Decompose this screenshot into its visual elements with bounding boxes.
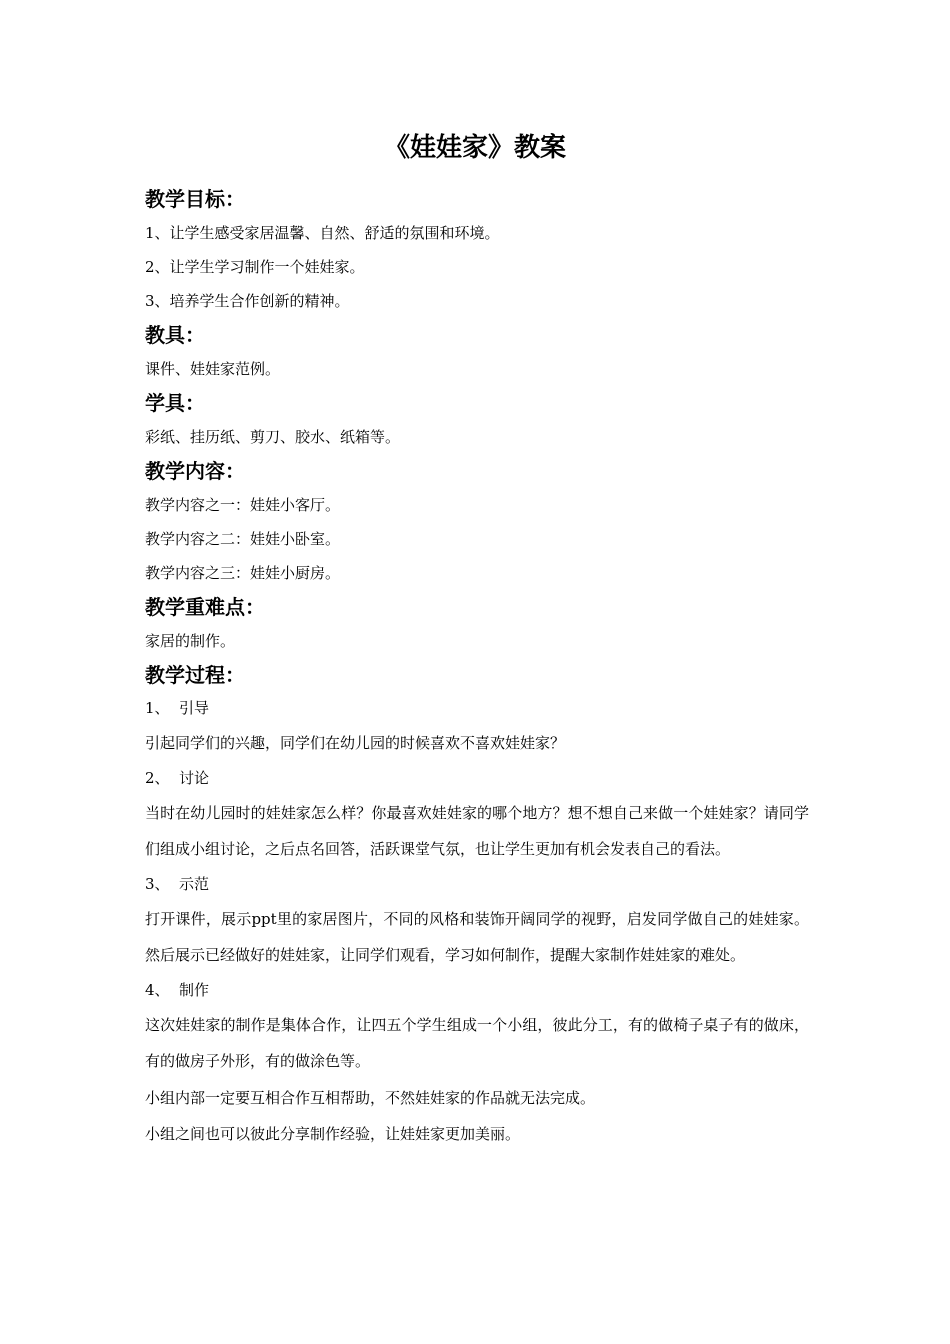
step-label: 制作	[179, 980, 210, 999]
process-step	[145, 762, 809, 868]
step-paragraph: 当时在幼儿园时的娃娃家怎么样？你最喜欢娃娃家的哪个地方？想不想自己来做一个娃娃家？请同学们组成小组讨论，之后点名回答，活跃课堂气氛，也让学生更加有机会发表自己的看法。	[145, 803, 809, 858]
section-student-tools	[145, 386, 809, 454]
key-points-text: 家居的制作。	[145, 632, 236, 650]
section-key-points	[145, 590, 809, 658]
process-step-heading	[145, 762, 809, 795]
process-step	[145, 692, 809, 762]
section-content	[145, 454, 809, 590]
content-item: 教学内容之一：娃娃小客厅。	[145, 496, 341, 514]
step-paragraph: 引起同学们的兴趣，同学们在幼儿园的时候喜欢不喜欢娃娃家？	[145, 734, 566, 752]
content-item: 教学内容之二：娃娃小卧室。	[145, 530, 341, 548]
section-heading-content: 教学内容：	[145, 459, 245, 483]
document-body	[145, 182, 809, 1153]
process-step	[145, 974, 809, 1153]
document-title: 《娃娃家》教案	[383, 133, 566, 163]
section-heading-process: 教学过程：	[145, 663, 245, 687]
goal-item: 2、让学生学习制作一个娃娃家。	[145, 258, 365, 276]
process-step-heading	[145, 974, 809, 1007]
step-paragraph: 小组内部一定要互相合作互相帮助，不然娃娃家的作品就无法完成。	[145, 1088, 596, 1107]
goal-item: 3、培养学生合作创新的精神。	[145, 292, 350, 310]
teaching-aids-text: 课件、娃娃家范例。	[145, 360, 281, 378]
section-heading-key-points: 教学重难点：	[145, 595, 265, 619]
step-number: 1、	[145, 699, 170, 717]
process-step-heading	[145, 868, 809, 901]
section-goals	[145, 182, 809, 318]
section-heading-student-tools: 学具：	[145, 391, 205, 415]
section-heading-goals: 教学目标：	[145, 187, 245, 211]
step-number: 4、	[145, 980, 170, 999]
content-item: 教学内容之三：娃娃小厨房。	[145, 564, 341, 582]
step-paragraph: 这次娃娃家的制作是集体合作，让四五个学生组成一个小组，彼此分工，有的做椅子桌子有的做床，有的做房子外形，有的做涂色等。	[145, 1015, 809, 1070]
step-label: 讨论	[179, 768, 210, 787]
section-process	[145, 658, 809, 1153]
section-teaching-aids	[145, 318, 809, 386]
goal-item: 1、让学生感受家居温馨、自然、舒适的氛围和环境。	[145, 224, 500, 242]
step-number: 3、	[145, 874, 170, 893]
process-step	[145, 868, 809, 974]
section-heading-teaching-aids: 教具：	[145, 323, 205, 347]
step-label: 示范	[179, 874, 210, 893]
step-number: 2、	[145, 768, 170, 787]
step-label: 引导	[179, 699, 210, 717]
student-tools-text: 彩纸、挂历纸、剪刀、胶水、纸箱等。	[145, 428, 401, 446]
step-paragraph: 打开课件，展示ppt里的家居图片，不同的风格和装饰开阔同学的视野，启发同学做自己的娃娃家。然后展示已经做好的娃娃家，让同学们观看，学习如何制作，提醒大家制作娃娃家的难处。	[145, 909, 809, 964]
process-step-heading	[145, 692, 809, 725]
step-paragraph: 小组之间也可以彼此分享制作经验，让娃娃家更加美丽。	[145, 1125, 521, 1143]
